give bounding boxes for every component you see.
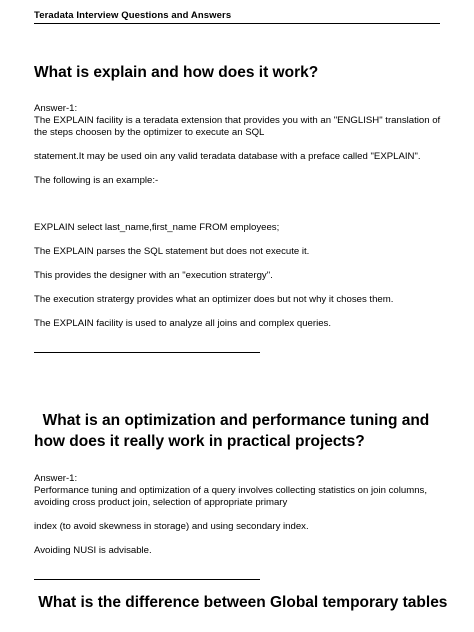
answer-paragraph: This provides the designer with an "execution stratergy".	[34, 270, 273, 281]
answer-paragraph: The EXPLAIN parses the SQL statement but does not execute it.	[34, 246, 310, 257]
page-header-title: Teradata Interview Questions and Answers	[34, 10, 232, 21]
code-example: EXPLAIN select last_name,first_name FROM employees;	[34, 222, 280, 233]
question-heading-1: What is explain and how does it work?	[34, 64, 319, 81]
answer-paragraph: statement.It may be used oin any valid teradata database with a preface called "EXPLAIN".	[34, 151, 421, 162]
question-heading-2: What is an optimization and performance tuning and how does it really work in practical projects?	[34, 412, 434, 450]
header-divider	[34, 23, 440, 24]
answer-paragraph: Performance tuning and optimization of a query involves collecting statistics on join columns, avoiding cross product join, selection of appropriate primary	[34, 485, 428, 508]
section-divider	[34, 352, 260, 353]
answer-paragraph: The following is an example:-	[34, 175, 159, 186]
answer-paragraph: The execution stratergy provides what an optimizer does but not why it choses them.	[34, 294, 394, 305]
answer-paragraph: The EXPLAIN facility is a teradata extension that provides you with an "ENGLISH" translation of the steps choosen by the optimizer to execute an SQL	[34, 115, 441, 138]
answer-paragraph: The EXPLAIN facility is used to analyze all joins and complex queries.	[34, 318, 332, 329]
answer-label-1: Answer-1:	[34, 103, 78, 114]
answer-label-2: Answer-1:	[34, 473, 78, 484]
section-divider	[34, 579, 260, 580]
answer-paragraph: index (to avoid skewness in storage) and using secondary index.	[34, 521, 309, 532]
question-heading-3: What is the difference between Global temporary tables	[34, 594, 448, 611]
answer-paragraph: Avoiding NUSI is advisable.	[34, 545, 152, 556]
